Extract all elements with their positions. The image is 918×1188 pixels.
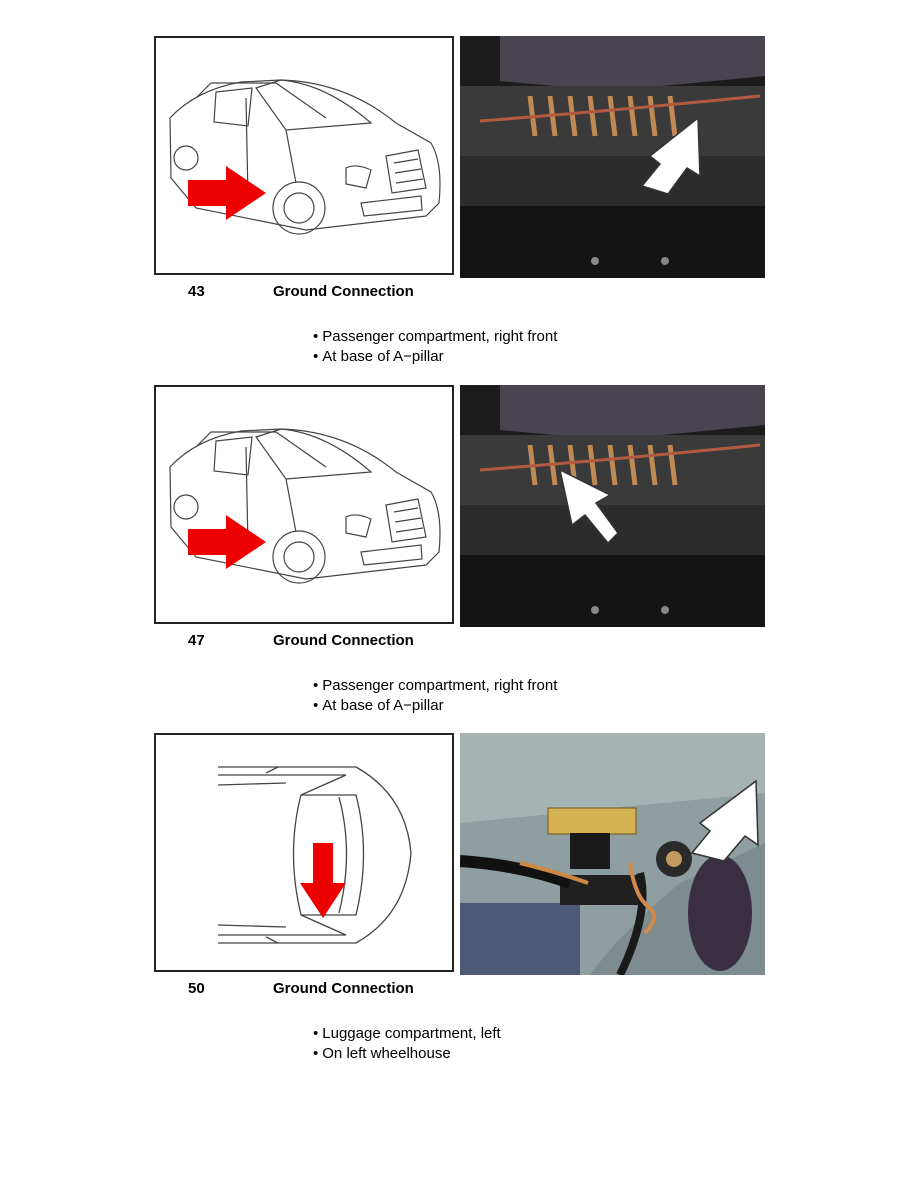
sedan-illustration-icon — [156, 387, 452, 622]
location-list — [313, 1024, 501, 1064]
red-arrow-icon — [188, 515, 266, 569]
sedan-illustration-icon — [156, 38, 452, 273]
section-50 — [0, 733, 918, 1081]
ground-bolt-photo-icon — [460, 733, 765, 975]
car-topview-illustration — [154, 733, 454, 972]
location-bullet: • Passenger compartment, right front — [313, 676, 557, 696]
item-title: Ground Connection — [273, 283, 414, 300]
location-bullet: • On left wheelhouse — [313, 1044, 501, 1064]
item-number: 47 — [188, 632, 205, 649]
vehicle-top-view-icon — [156, 735, 452, 970]
car-illustration — [154, 385, 454, 624]
a-pillar-photo — [460, 385, 765, 627]
location-bullet: • Passenger compartment, right front — [313, 327, 557, 347]
item-title: Ground Connection — [273, 632, 414, 649]
location-bullet: • Luggage compartment, left — [313, 1024, 501, 1044]
item-title: Ground Connection — [273, 980, 414, 997]
section-43 — [0, 36, 918, 384]
location-list — [313, 676, 557, 716]
section-47 — [0, 385, 918, 733]
red-arrow-icon — [188, 166, 266, 220]
car-illustration — [154, 36, 454, 275]
location-bullet: • At base of A−pillar — [313, 696, 557, 716]
wheelhouse-photo — [460, 733, 765, 975]
wiring-photo-icon — [460, 385, 765, 627]
item-number: 43 — [188, 283, 205, 300]
item-number: 50 — [188, 980, 205, 997]
wiring-photo-icon — [460, 36, 765, 278]
location-bullet: • At base of A−pillar — [313, 347, 557, 367]
a-pillar-photo — [460, 36, 765, 278]
location-list — [313, 327, 557, 367]
red-arrow-icon — [300, 843, 346, 918]
